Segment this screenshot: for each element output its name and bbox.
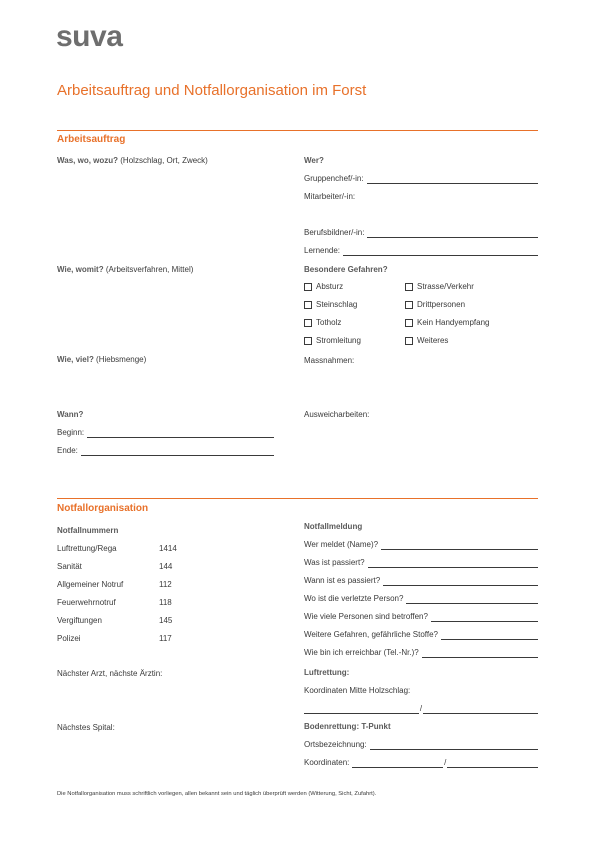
label-berufsbildner: Berufsbildner/-in: — [304, 228, 365, 237]
footnote: Die Notfallorganisation muss schriftlich vorliegen, allen bekannt sein und täglich überprüft werden (Witterung, Sicht, Zufahrt). — [57, 791, 377, 797]
document-title: Arbeitsauftrag und Notfallorganisation im Forst — [57, 82, 367, 99]
checkbox-label: Steinschlag — [316, 300, 358, 309]
label-wie-womit-bold: Wie, womit? — [57, 265, 104, 274]
checkbox-stromleitung[interactable] — [304, 336, 361, 346]
label-besondere-gefahren: Besondere Gefahren? — [304, 265, 388, 274]
field-erreichbar[interactable] — [304, 648, 538, 658]
label-wie-womit-hint: (Arbeitsverfahren, Mittel) — [103, 265, 194, 274]
checkbox-label: Weiteres — [417, 336, 449, 345]
label-wie-viel-hint: (Hiebsmenge) — [93, 355, 147, 364]
label-naechstes-spital: Nächstes Spital: — [57, 723, 115, 732]
checkbox-box[interactable] — [405, 319, 413, 327]
checkbox-totholz[interactable] — [304, 318, 341, 328]
label-notfallnummern: Notfallnummern — [57, 526, 119, 535]
checkbox-steinschlag[interactable] — [304, 300, 357, 310]
input-line[interactable] — [368, 559, 538, 568]
label-wie-viel — [57, 355, 146, 365]
input-line-lernende[interactable] — [343, 247, 538, 256]
label-koordinaten: Koordinaten: — [304, 758, 350, 767]
number-name: Sanität — [57, 562, 82, 571]
field-label: Wie bin ich erreichbar (Tel.-Nr.)? — [304, 648, 419, 657]
checkbox-label: Stromleitung — [316, 336, 361, 345]
number-value: 144 — [159, 562, 173, 571]
field-beginn[interactable] — [57, 428, 274, 438]
field-wann-passiert[interactable] — [304, 576, 538, 586]
checkbox-strasse-verkehr[interactable] — [405, 282, 474, 292]
field-wo-verletzte-person[interactable] — [304, 594, 538, 604]
input-line[interactable] — [381, 541, 538, 550]
field-ende[interactable] — [57, 446, 274, 456]
input-line-berufsbildner[interactable] — [367, 229, 538, 238]
checkbox-weiteres[interactable] — [405, 336, 448, 346]
label-bodenrettung: Bodenrettung: T-Punkt — [304, 722, 391, 731]
label-ausweicharbeiten: Ausweicharbeiten: — [304, 410, 370, 419]
checkbox-label: Drittpersonen — [417, 300, 466, 309]
checkbox-box[interactable] — [304, 283, 312, 291]
label-wie-viel-bold: Wie, viel? — [57, 355, 94, 364]
section-rule-arbeitsauftrag — [57, 130, 538, 131]
label-mitarbeiter: Mitarbeiter/-in: — [304, 192, 356, 201]
checkbox-box[interactable] — [405, 283, 413, 291]
number-value: 117 — [159, 634, 172, 643]
field-koordinaten[interactable] — [304, 758, 538, 768]
suva-logo: suva — [56, 20, 123, 53]
input-line[interactable] — [406, 595, 538, 604]
checkbox-box[interactable] — [405, 301, 413, 309]
label-was-wo-wozu-hint: (Holzschlag, Ort, Zweck) — [118, 156, 208, 165]
label-notfallmeldung: Notfallmeldung — [304, 522, 363, 531]
field-weitere-gefahren[interactable] — [304, 630, 538, 640]
field-label: Weitere Gefahren, gefährliche Stoffe? — [304, 630, 439, 639]
label-wer: Wer? — [304, 156, 324, 165]
checkbox-box[interactable] — [304, 337, 312, 345]
input-line[interactable] — [431, 613, 538, 622]
field-label: Wie viele Personen sind betroffen? — [304, 612, 428, 621]
label-luftrettung: Luftrettung: — [304, 668, 350, 677]
input-line-gruppenchef[interactable] — [367, 175, 538, 184]
field-ortsbezeichnung[interactable] — [304, 740, 538, 750]
number-name: Vergiftungen — [57, 616, 102, 625]
field-was-passiert[interactable] — [304, 558, 538, 568]
checkbox-label: Absturz — [316, 282, 344, 291]
input-line[interactable] — [422, 649, 538, 658]
number-value: 145 — [159, 616, 173, 625]
label-massnahmen: Massnahmen: — [304, 356, 355, 365]
input-line[interactable] — [441, 631, 538, 640]
input-line-koordinaten-y[interactable] — [423, 705, 538, 714]
number-name: Allgemeiner Notruf — [57, 580, 124, 589]
checkbox-box[interactable] — [405, 337, 413, 345]
field-lernende[interactable] — [304, 246, 538, 256]
section-rule-notfallorganisation — [57, 498, 538, 499]
field-gruppenchef[interactable] — [304, 174, 538, 184]
label-was-wo-wozu — [57, 156, 208, 166]
input-line-ortsbezeichnung[interactable] — [370, 741, 538, 750]
checkbox-label: Kein Handyempfang — [417, 318, 490, 327]
checkbox-absturz[interactable] — [304, 282, 343, 292]
section-arbeitsauftrag-heading: Arbeitsauftrag — [57, 134, 126, 145]
field-berufsbildner[interactable] — [304, 228, 538, 238]
number-name: Polizei — [57, 634, 81, 643]
checkbox-drittpersonen[interactable] — [405, 300, 465, 310]
field-label: Was ist passiert? — [304, 558, 365, 567]
label-ortsbezeichnung: Ortsbezeichnung: — [304, 740, 367, 749]
checkbox-label: Strasse/Verkehr — [417, 282, 474, 291]
label-lernende: Lernende: — [304, 246, 341, 255]
checkbox-box[interactable] — [304, 319, 312, 327]
field-koordinaten-mitte[interactable] — [304, 704, 538, 714]
coordinate-separator: / — [419, 704, 423, 713]
input-line-koordinaten-x[interactable] — [352, 759, 443, 768]
input-line-beginn[interactable] — [87, 429, 274, 438]
number-value: 1414 — [159, 544, 177, 553]
field-label: Wann ist es passiert? — [304, 576, 381, 585]
field-wer-meldet[interactable] — [304, 540, 538, 550]
field-wie-viele-personen[interactable] — [304, 612, 538, 622]
coordinate-separator: / — [444, 758, 447, 767]
label-koordinaten-mitte: Koordinaten Mitte Holzschlag: — [304, 686, 411, 695]
number-name: Feuerwehrnotruf — [57, 598, 116, 607]
input-line-koordinaten-y[interactable] — [447, 759, 538, 768]
label-wann: Wann? — [57, 410, 84, 419]
input-line-koordinaten-x[interactable] — [304, 705, 419, 714]
input-line-ende[interactable] — [81, 447, 274, 456]
label-was-wo-wozu-bold: Was, wo, wozu? — [57, 156, 119, 165]
label-wie-womit — [57, 265, 193, 275]
label-gruppenchef: Gruppenchef/-in: — [304, 174, 364, 183]
checkbox-box[interactable] — [304, 301, 312, 309]
number-value: 112 — [159, 580, 172, 589]
field-label: Wo ist die verletzte Person? — [304, 594, 404, 603]
label-beginn: Beginn: — [57, 428, 85, 437]
section-notfallorganisation-heading: Notfallorganisation — [57, 503, 149, 514]
field-label: Wer meldet (Name)? — [304, 540, 379, 549]
label-naechster-arzt: Nächster Arzt, nächste Ärztin: — [57, 669, 163, 678]
label-ende: Ende: — [57, 446, 78, 455]
number-value: 118 — [159, 598, 172, 607]
number-name: Luftrettung/Rega — [57, 544, 117, 553]
input-line[interactable] — [383, 577, 538, 586]
checkbox-label: Totholz — [316, 318, 342, 327]
checkbox-kein-handyempfang[interactable] — [405, 318, 490, 328]
